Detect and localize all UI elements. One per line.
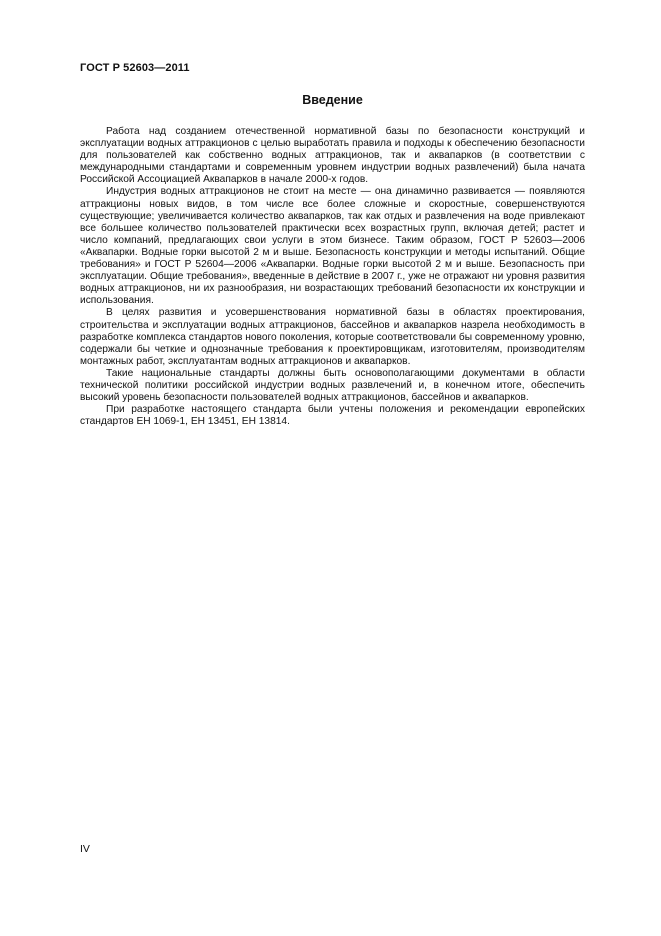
paragraph: Индустрия водных аттракционов не стоит на месте — она динамично развивается — появляются аттракционы новых видов, в том числе все более сложные и скоростные, совершенствуются существующие; увеличивается количество аквапарков, так как отдых и развлечения на воде привлекают все большее количество пользователей практически всех возрастных групп, включая детей; растет и число компаний, предлагающих свои услуги в этом бизнесе. Таким образом, ГОСТ Р 52603—2006 «Аквапарки. Водные горки высотой 2 м и выше. Безопасность конструкции и методы испытаний. Общие требования» и ГОСТ Р 52604—2006 «Аквапарки. Водные горки высотой 2 м и выше. Безопасность при эксплуатации. Общие требования», введенные в действие в 2007 г., уже не отражают ни уровня развития водных аттракционов, ни их разнообразия, ни возрастающих требований безопасности их конструкции и использования. <box>80 186 585 307</box>
paragraph: Такие национальные стандарты должны быть основополагающими документами в области технической политики российской индустрии водных развлечений и, в конечном итоге, обеспечить высокий уровень безопасности пользователей водных аттракционов, бассейнов и аквапарков. <box>80 367 585 404</box>
paragraph: При разработке настоящего стандарта были учтены положения и рекомендации европейских стандартов ЕН 1069-1, ЕН 13451, ЕН 13814. <box>80 404 585 428</box>
document-code: ГОСТ Р 52603—2011 <box>80 62 190 74</box>
paragraph: Работа над созданием отечественной нормативной базы по безопасности конструкций и эксплуатации водных аттракционов с целью выработать правила и подходы к обеспечению безопасности для пользователей как собственно водных аттракционов, так и аквапарков (в соответствии с международными стандартами и современным уровнем индустрии водных развлечений) была начата Российской Ассоциацией Аквапарков в начале 2000-х годов. <box>80 126 585 186</box>
section-title: Введение <box>302 93 363 107</box>
introduction-body <box>80 126 585 428</box>
paragraph: В целях развития и усовершенствования нормативной базы в областях проектирования, строительства и эксплуатации водных аттракционов, бассейнов и аквапарков назрела необходимость в разработке комплекса стандартов нового поколения, которые соответствовали бы современному уровню, содержали бы четкие и однозначные требования к проектировщикам, изготовителям, производителям монтажных работ, эксплуатантам водных аттракционов и аквапарков. <box>80 307 585 367</box>
page-number: IV <box>80 843 90 855</box>
